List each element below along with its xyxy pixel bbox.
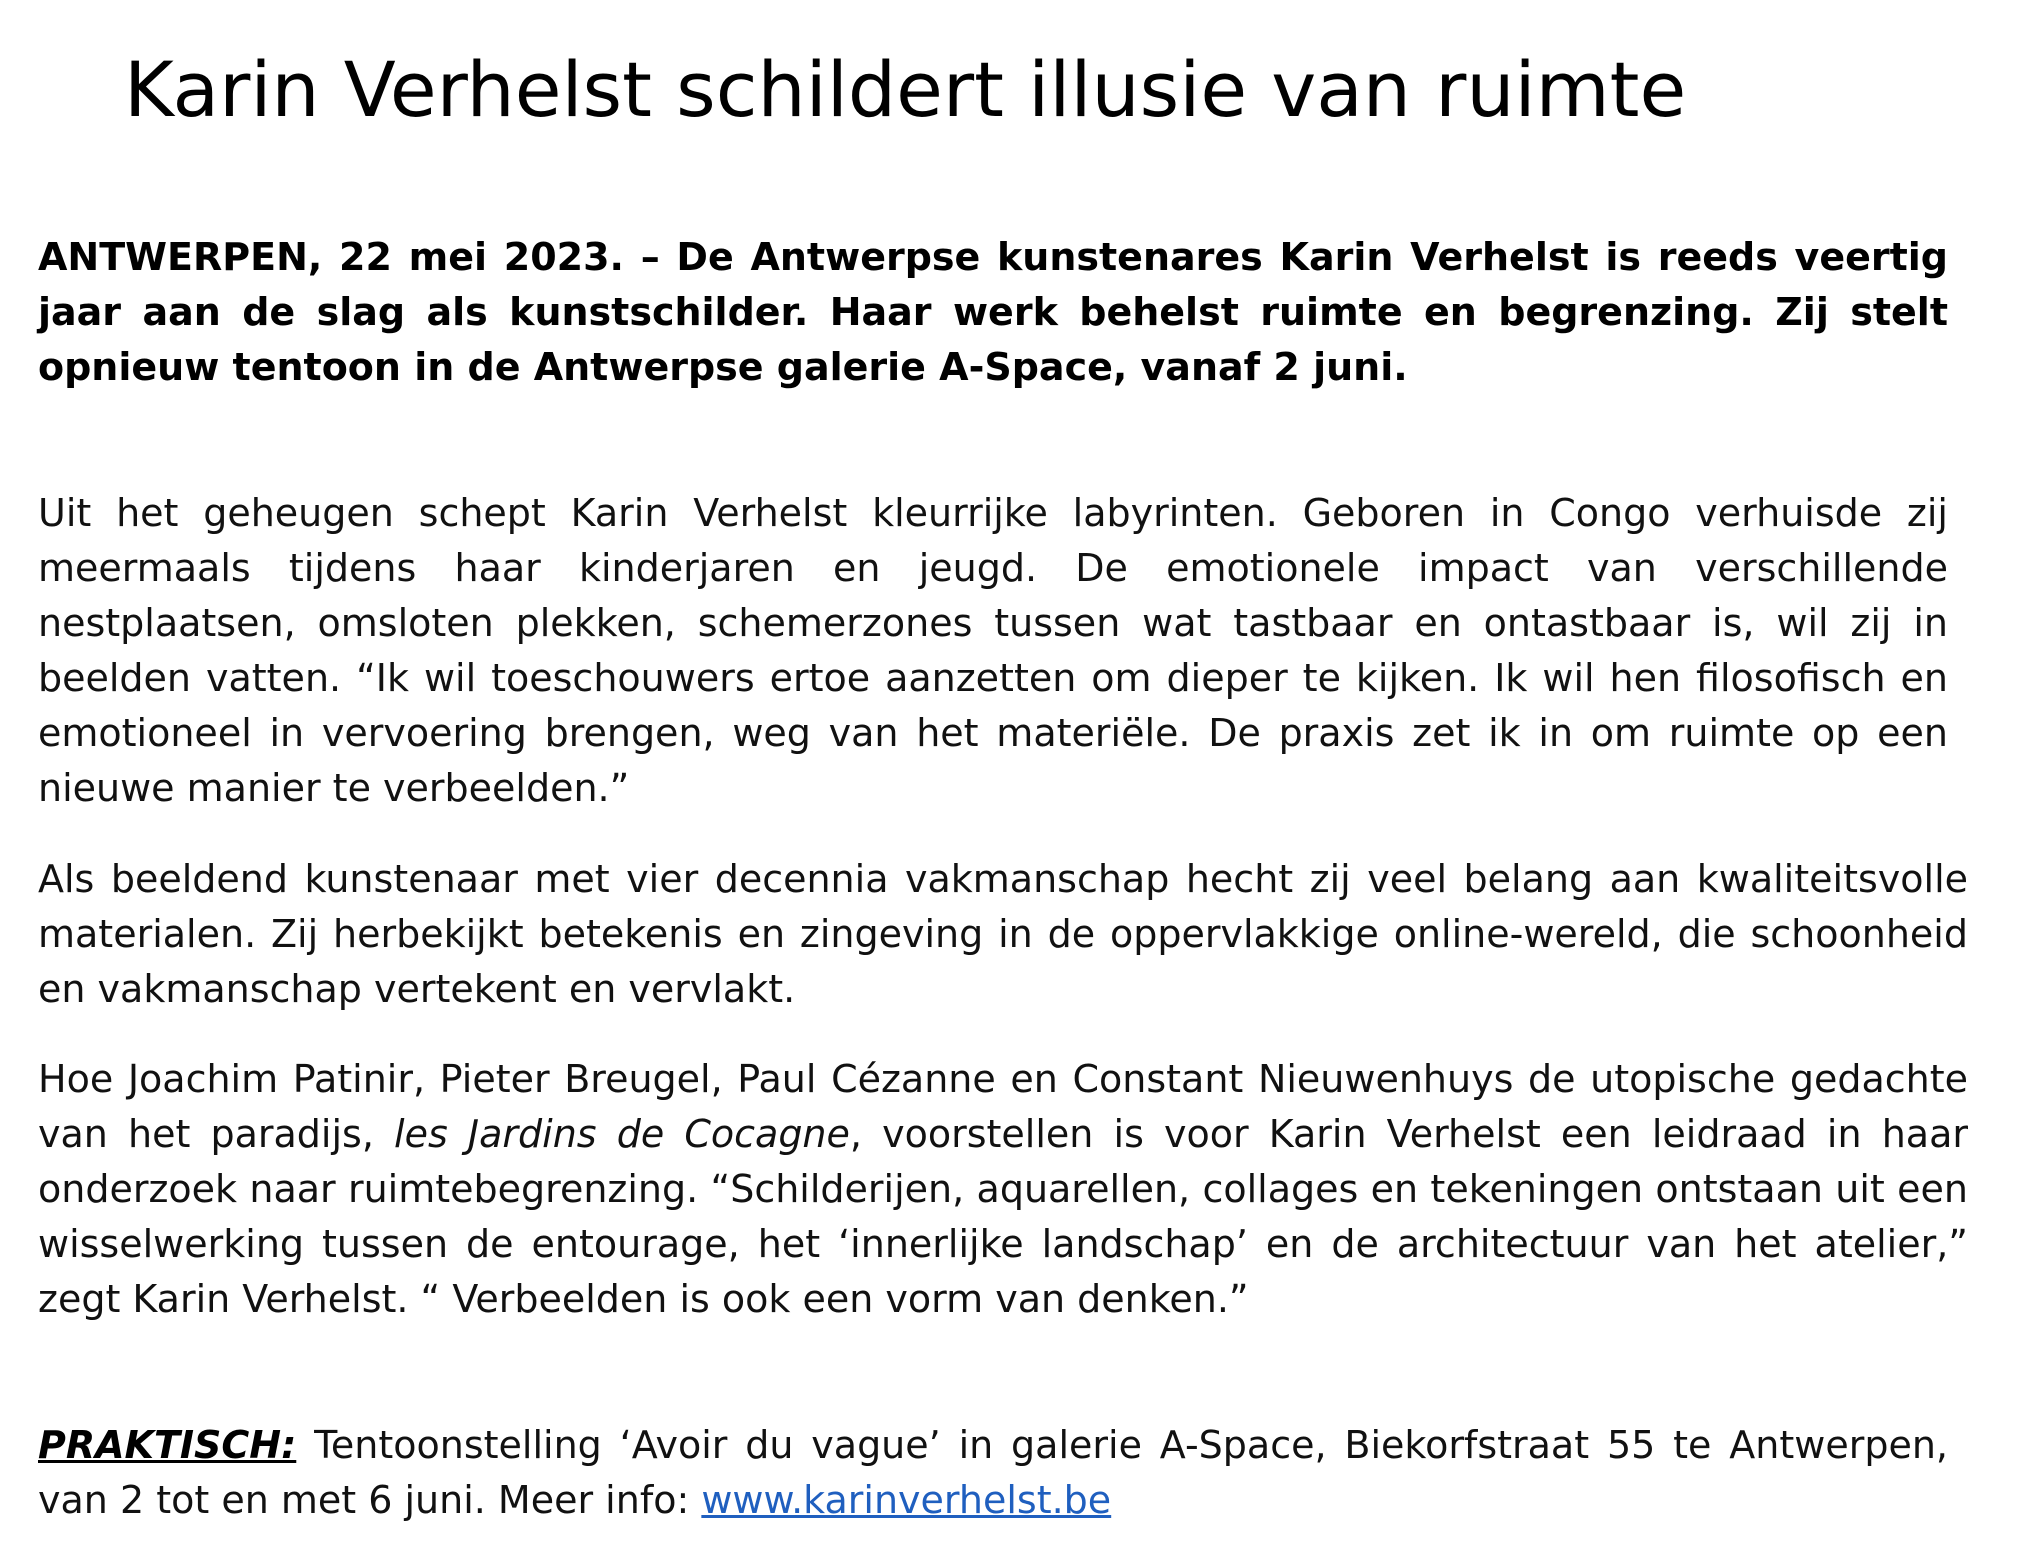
page-title: Karin Verhelst schildert illusie van ruimte [124,45,1687,134]
body-paragraph-1: Uit het geheugen schept Karin Verhelst kleurrijke labyrinten. Geboren in Congo verhuisde zij meermaals tijdens haar kinderjaren en jeugd. De emotionele impact van verschillende nestplaatsen, omsloten plekken, schemerzones tussen wat tastbaar en ontastbaar is, wil zij in beelden vatten. “Ik wil toeschouwers ertoe aanzetten om dieper te kijken. Ik wil hen filosofisch en emotioneel in vervoering brengen, weg van het materiële. De praxis zet ik in om ruimte op een nieuwe manier te verbeelden.” [38,491,1948,810]
body-paragraph-3 [38,1052,1968,1327]
body-paragraph-2: Als beeldend kunstenaar met vier decennia vakmanschap hecht zij veel belang aan kwaliteitsvolle materialen. Zij herbekijkt betekenis en zingeving in de oppervlakkige online-wereld, die schoonheid en vakmanschap vertekent en vervlakt. [38,857,1968,1011]
lead-paragraph: ANTWERPEN, 22 mei 2023. – De Antwerpse kunstenares Karin Verhelst is reeds veertig jaar aan de slag als kunstschilder. Haar werk behelst ruimte en begrenzing. Zij stelt opnieuw tentoon in de Antwerpse galerie A-Space, vanaf 2 juni. [38,235,1948,389]
paragraph-3-text-start: Hoe Joachim Patinir, Pieter Breugel, Paul Cézanne en Constant Nieuwenhuys de utopische gedachte van het paradijs, [38,1057,1968,1156]
paragraph-3-text-end: , voorstellen is voor Karin Verhelst een leidraad in haar onderzoek naar ruimtebegrenzing. “Schilderijen, aquarellen, collages en tekeningen ontstaan uit een wisselwerking tussen de entourage, het ‘innerlijke landschap’ en de architectuur van het atelier,” zegt Karin Verhelst. “ Verbeelden is ook een vorm van denken.” [38,1112,1968,1321]
practical-info-paragraph [38,1418,1948,1528]
practical-text: Tentoonstelling ‘Avoir du vague’ in galerie A-Space, Biekorfstraat 55 te Antwerpen, van 2 tot en met 6 juni. Meer info: [38,1423,1948,1522]
practical-label: PRAKTISCH: [38,1423,297,1467]
paragraph-3-italic-title: les Jardins de Cocagne [394,1112,850,1156]
website-link[interactable]: www.karinverhelst.be [701,1478,1112,1522]
